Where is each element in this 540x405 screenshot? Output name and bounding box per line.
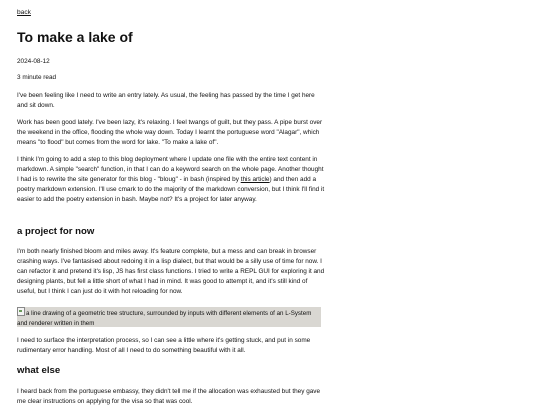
- post-title: To make a lake of: [17, 29, 133, 45]
- paragraph-interpretation: I need to surface the interpretation process, so I can see a little where it's getting stuck, and put in some rudimentary error handling. Most of all I need to do something beautiful with it all.: [17, 337, 311, 354]
- paragraph-blog-deployment-text-2: ) and then add a poetry markdown extension. I'll use cmark to do the majority of the markdown conversion, but I think I'll find it easier to add the poetry extension in bash. Maybe not? It's a project for later anyway.: [17, 176, 325, 203]
- back-link[interactable]: back: [17, 9, 31, 16]
- paragraph-intro: I've been feeling like I need to write an entry lately. As usual, the feeling has passed by the time I get here and sit down.: [17, 92, 315, 109]
- image-alt-text: a line drawing of a geometric tree structure, surrounded by inputs with different elements of an L-System and renderer written in them: [17, 310, 312, 327]
- heading-what-else: what else: [17, 365, 61, 376]
- heading-a-project-for-now: a project for now: [17, 226, 95, 237]
- paragraph-blog-deployment: [17, 155, 325, 205]
- post-date: 2024-08-12: [17, 58, 50, 65]
- paragraph-embassy: I heard back from the portuguese embassy, they didn't tell me if the allocation was exhausted but they gave me clear instructions on applying for the visa so that was cool.: [17, 388, 321, 405]
- read-time: 3 minute read: [17, 74, 57, 81]
- paragraph-bloom: I'm both nearly finished bloom and miles away. It's feature complete, but a mess and can break in browser crashing ways. I've fantasised about redoing it in a lisp dialect, but that would be a silly use of time for now. I can refactor it and pretend it's lisp, JS has first class functions. I tried to write a REPL GUI for exploring it and designing plants, but fell a little short of what I had in mind. It was good to attempt it, and it's still kind of useful, but I think I can just do it with hot reloading for now.: [17, 248, 325, 295]
- paragraph-blog-deployment-text-1: I think I'm going to add a step to this blog deployment where I update one file with the entire text content in markdown. A simple "search" function, in that I can do a keyword search on the whole page. Another thought I had is to rewrite the site generator for this blog - "bloug" - in bash (inspired by: [17, 156, 324, 183]
- broken-image-icon: [17, 307, 25, 316]
- this-article-link[interactable]: this article: [240, 176, 270, 183]
- paragraph-work: Work has been good lately. I've been lazy, it's relaxing. I feel twangs of guilt, but they pass. A pipe burst over the weekend in the office, flooding the whole way down. Today I learnt the portuguese word "Alagar", which means "to flood" but comes from the word for lake. "To make a lake of".: [17, 119, 323, 146]
- l-system-image: [17, 307, 321, 327]
